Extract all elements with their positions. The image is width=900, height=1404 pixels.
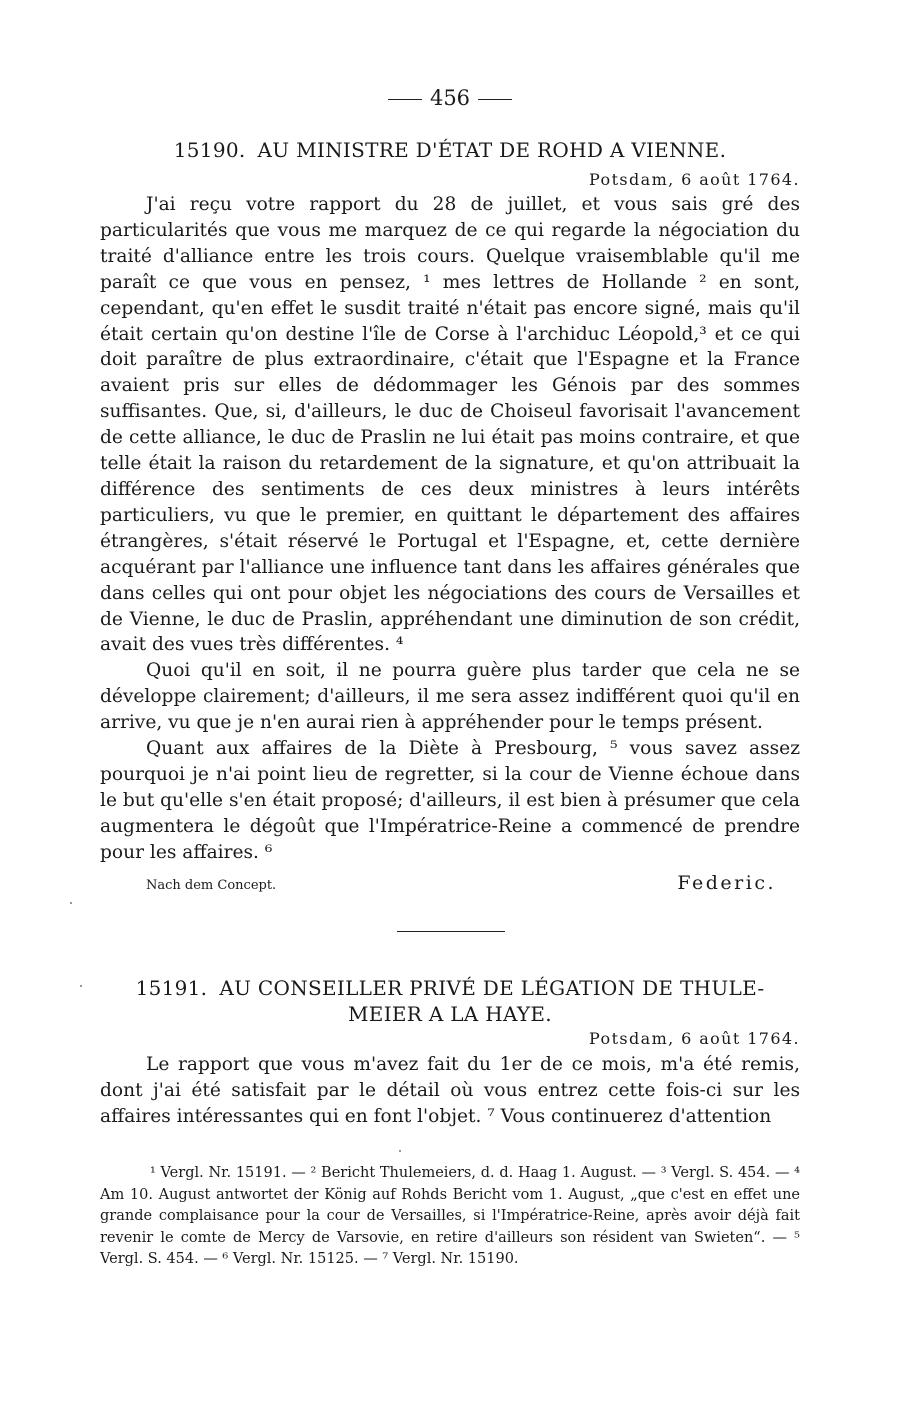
paragraph: Quoi qu'il en soit, il ne pourra guère plus tarder que cela ne se développe clairement; d'ailleurs, il me sera assez indifférent quoi qu'il en arrive, vu que je n'en aurai rien à appréhender pour le temps présent. [100, 660, 800, 734]
page-number-dash-right [478, 99, 512, 100]
scan-speck [80, 985, 82, 987]
letter-heading [100, 975, 800, 1001]
source-note: Nach dem Concept. [146, 877, 277, 893]
letter-title: AU MINISTRE D'ÉTAT DE ROHD A VIENNE. [257, 138, 727, 162]
letter-number: 15191. [135, 976, 208, 1000]
footnotes [100, 1163, 800, 1271]
page-number: 456 [429, 86, 471, 110]
scan-speck [70, 902, 72, 904]
signature: Federic. [677, 871, 776, 894]
letter-title-line-1: AU CONSEILLER PRIVÉ DE LÉGATION DE THULE- [219, 976, 765, 1000]
scan-speck [399, 1150, 401, 1152]
letter-15191 [100, 975, 800, 1130]
letter-heading [100, 137, 800, 163]
closing-row [100, 872, 800, 894]
paragraph: J'ai reçu votre rapport du 28 de juillet, et vous sais gré des particularités que vous me marquez de ce qui regarde la négociation du traité d'alliance entre les trois cours. Quelque vraisemblable qu'il me paraît ce que vous en pensez, ¹ mes lettres de Hollande ² en sont, cependant, qu'en effet le susdit traité n'était pas encore signé, mais qu'il était certain qu'on destine l'île de Corse à l'archiduc Léopold,³ et ce qui doit paraître de plus extraordinaire, c'était que l'Espagne et la France avaient pris sur elles de dédommager les Génois par des sommes suffisantes. Que, si, d'ailleurs, le duc de Choiseul favorisait l'avancement de cette alliance, le duc de Praslin ne lui était pas moins contraire, et que telle était la raison du retardement de la signature, et qu'on attribuait la différence des sentiments de ces deux ministres à leurs intérêts particuliers, vu que le premier, en quittant le département des affaires étrangères, s'était réservé le Portugal et l'Espagne, et, cette dernière acquérant par l'alliance une influence tant dans les affaires générales que dans celles qui ont pour objet les négociations des cours de Versailles et de Vienne, le duc de Praslin, appréhendant une diminution de son crédit, avait des vues très différentes. ⁴ [100, 194, 800, 656]
letter-title-line-2: MEIER A LA HAYE. [348, 1002, 552, 1026]
page-number-dash-left [388, 99, 422, 100]
letter-15190 [100, 137, 800, 894]
dateline: Potsdam, 6 août 1764. [589, 1029, 800, 1048]
dateline: Potsdam, 6 août 1764. [589, 170, 800, 189]
page-number-line [0, 86, 900, 110]
separator-rule [397, 931, 505, 932]
paragraph: Le rapport que vous m'avez fait du 1er de ce mois, m'a été remis, dont j'ai été satisfait par le détail où vous entrez cette fois-ci sur les affaires intéressantes qui en font l'objet. ⁷ Vous continuerez d'attention [100, 1054, 800, 1127]
footnote-block: ¹ Vergl. Nr. 15191. — ² Bericht Thulemeiers, d. d. Haag 1. August. — ³ Vergl. S. 454. — ⁴ Am 10. August antwortet der König auf Rohds Bericht vom 1. August, „que c'est en effet une grande complaisance pour la cour de Versailles, si l'Impératrice-Reine, après avoir déjà fait revenir le comte de Mercy de Varsovie, en retire d'ailleurs son résident van Swieten“. — ⁵ Vergl. S. 454. — ⁶ Vergl. Nr. 15125. — ⁷ Vergl. Nr. 15190. [100, 1165, 800, 1267]
letter-number: 15190. [173, 138, 246, 162]
paragraph: Quant aux affaires de la Diète à Presbourg, ⁵ vous savez assez pourquoi je n'ai point lieu de regretter, si la cour de Vienne échoue dans le but qu'elle s'en était proposé; d'ailleurs, il est bien à présumer que cela augmentera le dégoût que l'Impératrice-Reine a commencé de prendre pour les affaires. ⁶ [100, 738, 800, 863]
